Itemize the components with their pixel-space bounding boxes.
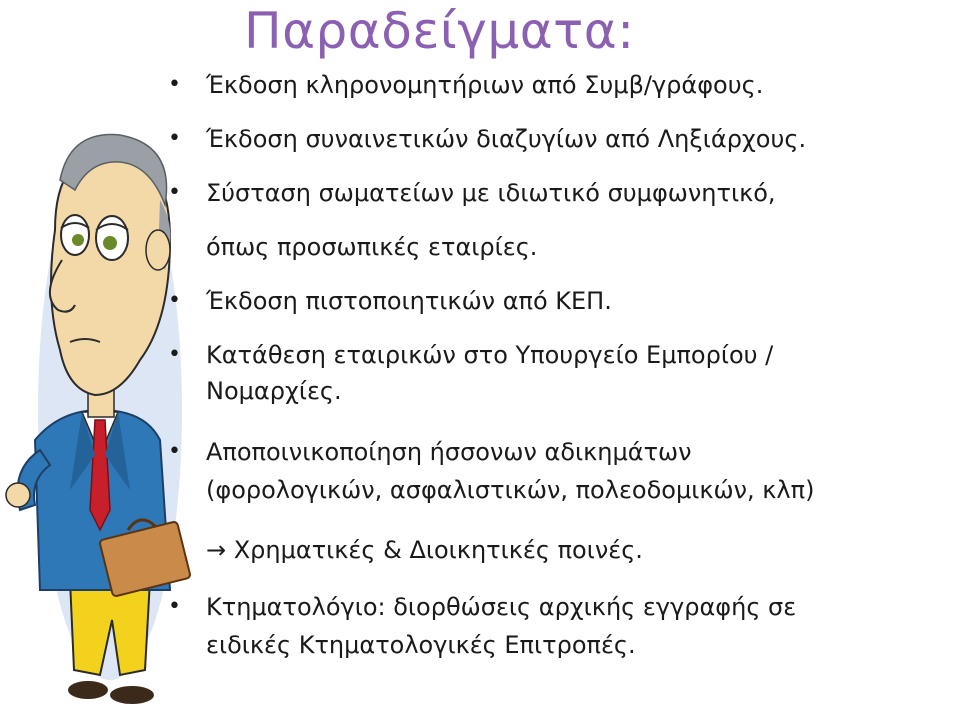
bullet-text: Έκδοση πιστοποιητικών από ΚΕΠ. <box>206 287 612 315</box>
slide-title: Παραδείγματα: <box>244 2 635 60</box>
bullet-marker: • <box>168 126 181 151</box>
bullet-text: Κατάθεση εταιρικών στο Υπουργείο Εμπορίου / <box>206 341 774 369</box>
bullet-marker: • <box>168 180 181 205</box>
bullet-text: Νομαρχίες. <box>206 377 342 405</box>
bullet-text: ειδικές Κτηματολογικές Επιτροπές. <box>206 631 636 659</box>
bullet-text: (φορολογικών, ασφαλιστικών, πολεοδομικών, κλπ) <box>206 476 815 504</box>
bullet-marker: • <box>168 342 181 367</box>
bullet-marker: • <box>168 288 181 313</box>
bullet-marker: • <box>168 594 181 619</box>
bullet-marker: • <box>168 439 181 464</box>
bullet-text: Έκδοση συναινετικών διαζυγίων από Ληξιάρχους. <box>206 125 807 153</box>
bullet-marker: • <box>168 72 181 97</box>
bullet-text: Αποποινικοποίηση ήσσονων αδικημάτων <box>206 438 692 466</box>
bullet-text: Σύσταση σωματείων με ιδιωτικό συμφωνητικό, <box>206 179 776 207</box>
bullet-text: όπως προσωπικές εταιρίες. <box>206 233 538 261</box>
bullet-text: → Χρηματικές & Διοικητικές ποινές. <box>206 536 643 564</box>
bullet-text: Κτηματολόγιο: διορθώσεις αρχικής εγγραφής σε <box>206 593 797 621</box>
bullet-text: Έκδοση κληρονομητήριων από Συμβ/γράφους. <box>206 71 764 99</box>
